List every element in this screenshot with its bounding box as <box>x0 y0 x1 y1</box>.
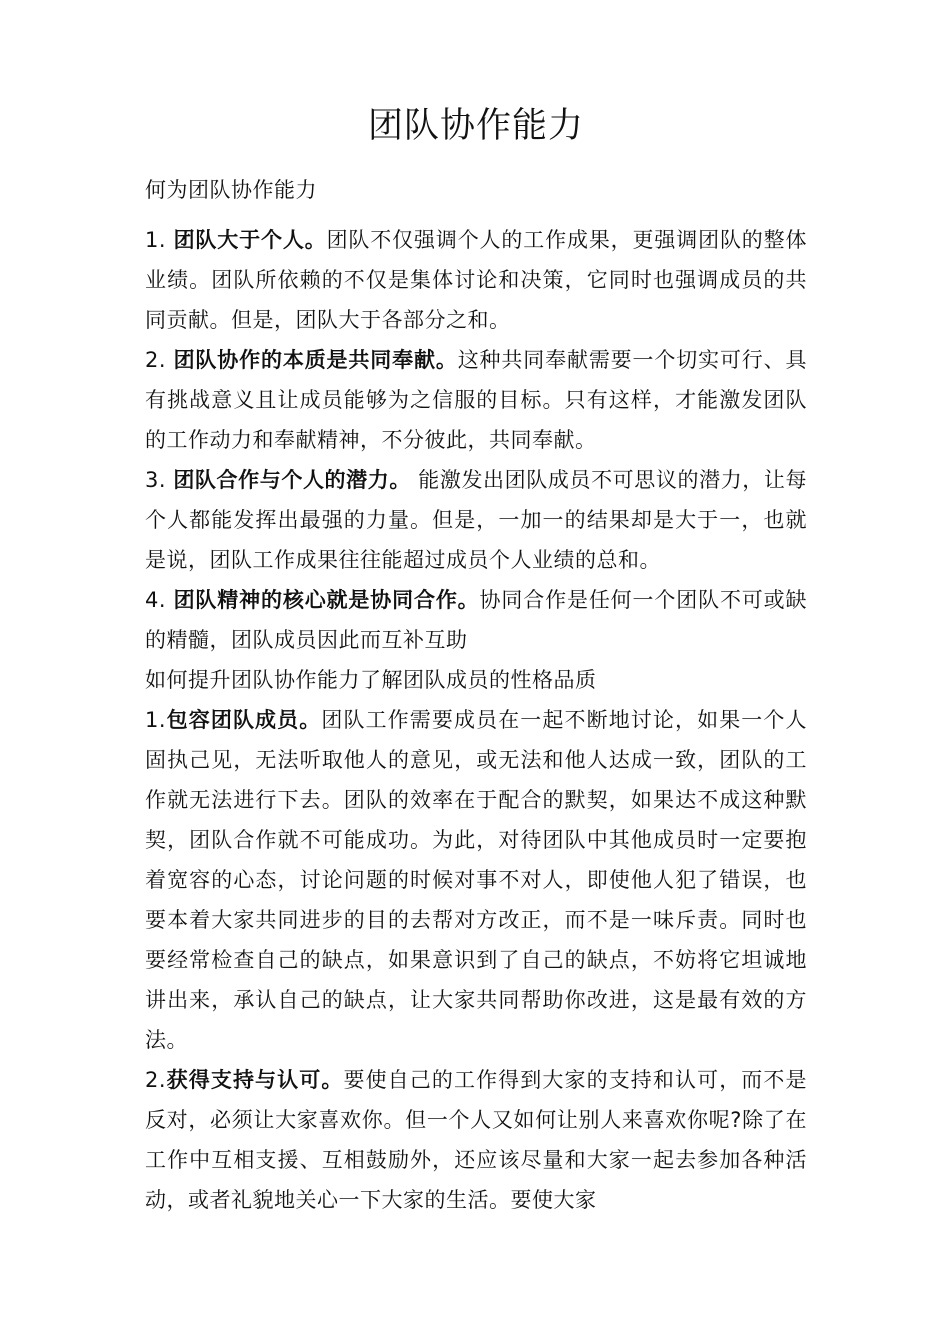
item-number: 1. <box>145 708 167 732</box>
list-item-3 <box>145 460 807 580</box>
list-item-4 <box>145 580 807 660</box>
document-page <box>145 100 807 1220</box>
section-heading-how-to: 如何提升团队协作能力了解团队成员的性格品质 <box>145 668 597 692</box>
document-title: 团队协作能力 <box>367 106 584 146</box>
item-text: 这种共同奉献需要一个切实可行、具有挑战意义且让成员能够为之信服的目标。只有这样，才能激发团队的工作动力和奉献精神，不分彼此，共同奉献。 <box>145 348 808 452</box>
list-item-1 <box>145 220 807 340</box>
item-number: 2. <box>145 348 174 372</box>
section-heading-what-is: 何为团队协作能力 <box>145 178 317 202</box>
item-lead: 团队合作与个人的潜力。 <box>173 468 411 492</box>
item-text: 团队工作需要成员在一起不断地讨论，如果一个人固执己见，无法听取他人的意见，或无法和他人达成一致，团队的工作就无法进行下去。团队的效率在于配合的默契，如果达不成这种默契，团队合作就不可能成功。为此，对待团队中其他成员时一定要抱着宽容的心态，讨论问题的时候对事不对人，即使他人犯了错误，也要本着大家共同进步的目的去帮对方改正，而不是一味斥责。同时也要经常检查自己的缺点，如果意识到了自己的缺点，不妨将它坦诚地讲出来，承认自己的缺点，让大家共同帮助你改进，这是最有效的方法。 <box>145 708 808 1052</box>
item-lead: 团队协作的本质是共同奉献。 <box>173 348 458 372</box>
item-number: 3. <box>145 468 174 492</box>
item-lead: 团队精神的核心就是协同合作。 <box>173 588 480 612</box>
item-lead: 获得支持与认可。 <box>166 1068 344 1092</box>
item-number: 1. <box>145 228 174 252</box>
item-text: 能激发出团队成员不可思议的潜力，让每个人都能发挥出最强的力量。但是，一加一的结果却是大于一，也就是说，团队工作成果往往能超过成员个人业绩的总和。 <box>145 468 807 572</box>
item-lead: 团队大于个人。 <box>173 228 327 252</box>
list-item-tolerance <box>145 700 807 1060</box>
item-text: 团队不仅强调个人的工作成果，更强调团队的整体业绩。团队所依赖的不仅是集体讨论和决策，它同时也强调成员的共同贡献。但是，团队大于各部分之和。 <box>145 228 808 332</box>
list-item-2 <box>145 340 807 460</box>
list-item-support <box>145 1060 807 1220</box>
item-text: 协同合作是任何一个团队不可或缺的精髓，团队成员因此而互补互助 <box>145 588 808 652</box>
item-number: 4. <box>145 588 174 612</box>
item-lead: 包容团队成员。 <box>166 708 322 732</box>
item-text: 要使自己的工作得到大家的支持和认可，而不是反对，必须让大家喜欢你。但一个人又如何让别人来喜欢你呢?除了在工作中互相支援、互相鼓励外，还应该尽量和大家一起去参加各种活动，或者礼貌地关心一下大家的生活。要使大家 <box>145 1068 808 1212</box>
item-number: 2. <box>145 1068 167 1092</box>
